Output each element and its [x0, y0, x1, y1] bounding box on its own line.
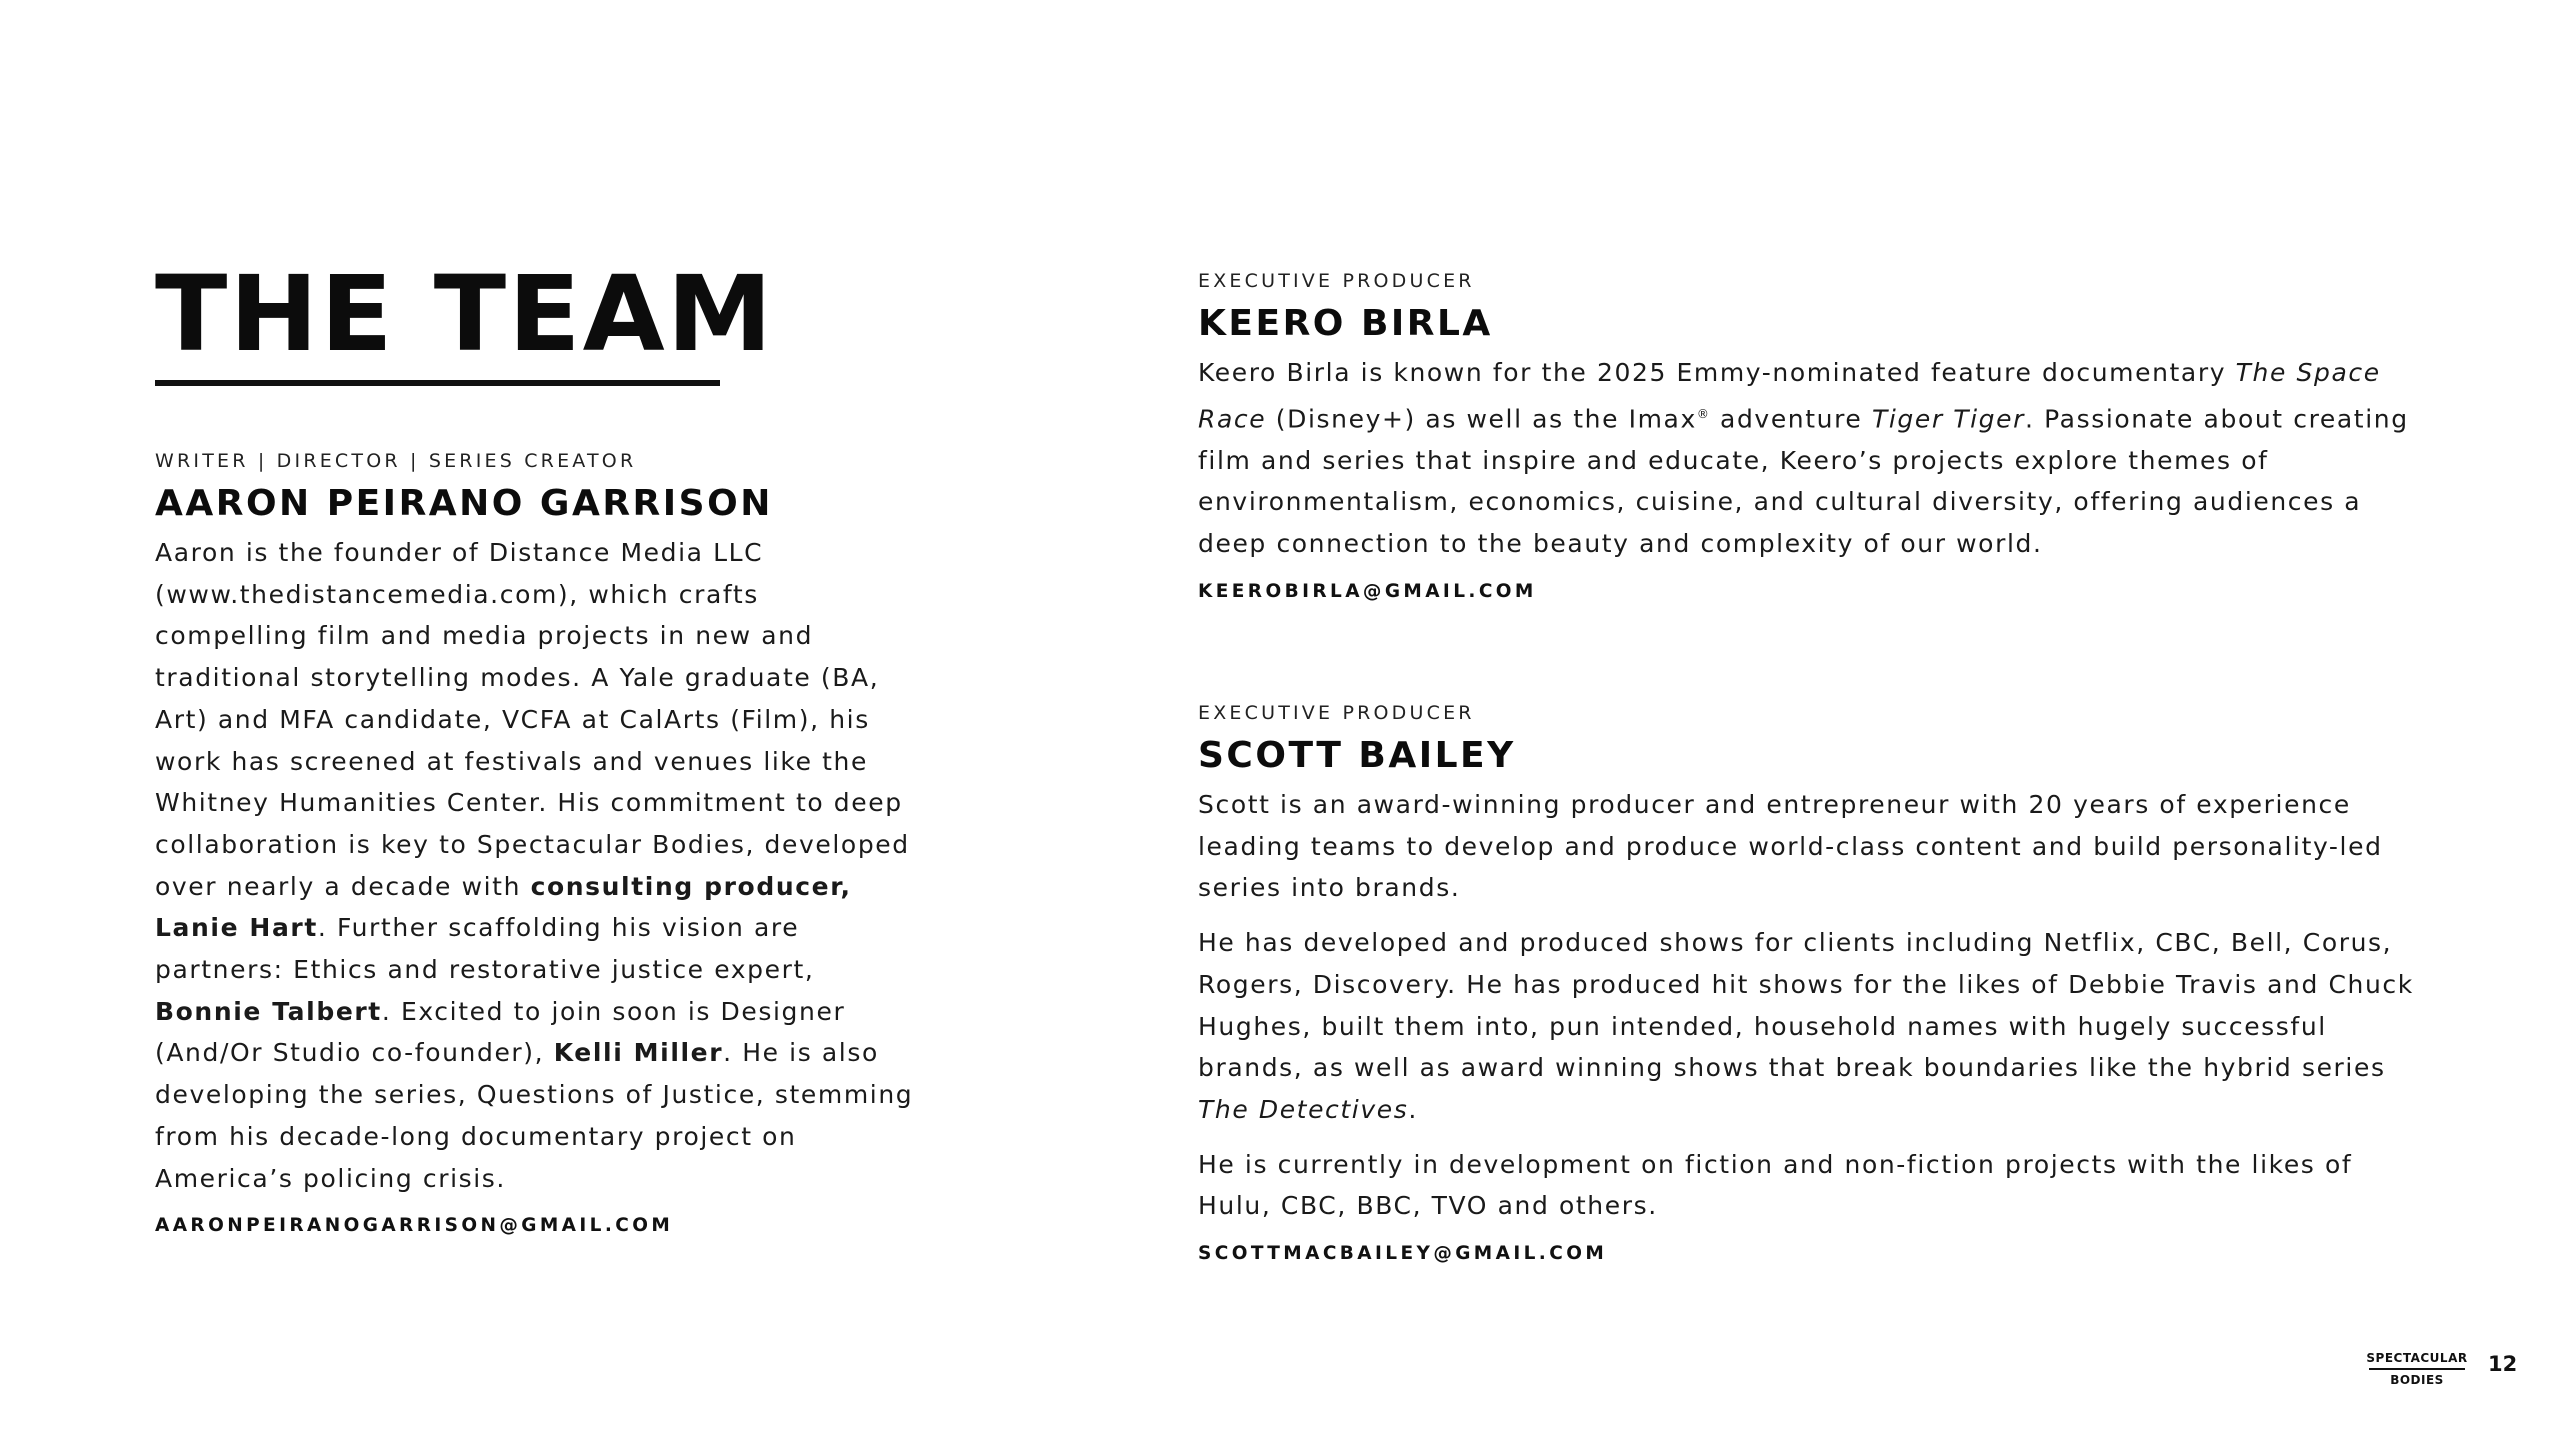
bio-paragraph: He is currently in development on fiction and non-fiction projects with the likes of Hulu, CBC, BBC, TVO and others. — [1198, 1149, 2353, 1221]
spectacular-bodies-logo — [2365, 1350, 2469, 1388]
bio-paragraph: Scott is an award-winning producer and entrepreneur with 20 years of experience leading teams to develop and produce world-class content and build personality-led series into brands. — [1198, 790, 2383, 903]
page-title: THE TEAM — [155, 253, 775, 375]
member-scott — [1198, 700, 2428, 1267]
member-bio — [155, 532, 915, 1199]
logo-line-1: SPECTACULAR — [2366, 1351, 2468, 1365]
member-bio — [1198, 784, 2428, 1227]
logo-line-2: BODIES — [2390, 1373, 2444, 1387]
registered-mark: ® — [1696, 406, 1711, 421]
member-role: EXECUTIVE PRODUCER — [1198, 270, 1475, 292]
member-role: EXECUTIVE PRODUCER — [1198, 702, 1475, 724]
bio-title-italic: The Space Race — [1198, 358, 2381, 434]
title-underline — [155, 380, 720, 386]
member-email[interactable]: KEEROBIRLA@GMAIL.COM — [1198, 580, 1537, 602]
member-name: AARON PEIRANO GARRISON — [155, 483, 773, 524]
logo-divider — [2369, 1368, 2465, 1370]
member-name: SCOTT BAILEY — [1198, 735, 1516, 776]
member-bio — [1198, 352, 2428, 565]
page-number: 12 — [2488, 1352, 2518, 1376]
member-name: KEERO BIRLA — [1198, 303, 1493, 344]
bio-title-italic: Tiger Tiger — [1871, 404, 2025, 434]
member-email[interactable]: AARONPEIRANOGARRISON@GMAIL.COM — [155, 1215, 674, 1237]
member-role: WRITER | DIRECTOR | SERIES CREATOR — [155, 450, 637, 472]
member-aaron — [155, 448, 915, 1239]
bio-paragraph: He has developed and produced shows for clients including Netflix, CBC, Bell, Corus, Rogers, Discovery. He has produced hit shows for the likes of Debbie Travis and Chuck Hughes, built them into, pun intended, household names with hugely successful brands, as well as award winning shows that break boundaries like the hybrid series The Detectives. — [1198, 928, 2414, 1124]
bio-paragraph: Aaron is the founder of Distance Media LLC (www.thedistancemedia.com), which crafts compelling film and media projects in new and traditional storytelling modes. A Yale graduate (BA, Art) and MFA candidate, VCFA at CalArts (Film), his work has screened at festivals and venues like the Whitney Humanities Center. His commitment to deep collaboration is key to Spectacular Bodies, developed over nearly a decade with consulting producer, Lanie Hart. Further scaffolding his vision are partners: Ethics and restorative justice expert, Bonnie Talbert. Excited to join soon is Designer (And/Or Studio co-founder), Kelli Miller. He is also developing the series, Questions of Justice, stemming from his decade-long documentary project on America’s policing crisis. — [155, 538, 914, 1193]
bio-title-italic: The Detectives — [1198, 1094, 1409, 1124]
bio-highlight: Kelli Miller — [553, 1038, 724, 1068]
member-email[interactable]: SCOTTMACBAILEY@GMAIL.COM — [1198, 1243, 1608, 1265]
bio-highlight: Bonnie Talbert — [155, 996, 382, 1026]
bio-highlight: consulting producer, Lanie Hart — [155, 871, 852, 943]
member-keero — [1198, 268, 2428, 605]
bio-paragraph: Keero Birla is known for the 2025 Emmy-nominated feature documentary The Space Race (Disney+) as well as the Imax® adventure Tiger Tiger. Passionate about creating film and series that inspire and educate, Keero’s projects explore themes of environmentalism, economics, cuisine, and cultural diversity, offering audiences a deep connection to the beauty and complexity of our world. — [1198, 358, 2409, 559]
